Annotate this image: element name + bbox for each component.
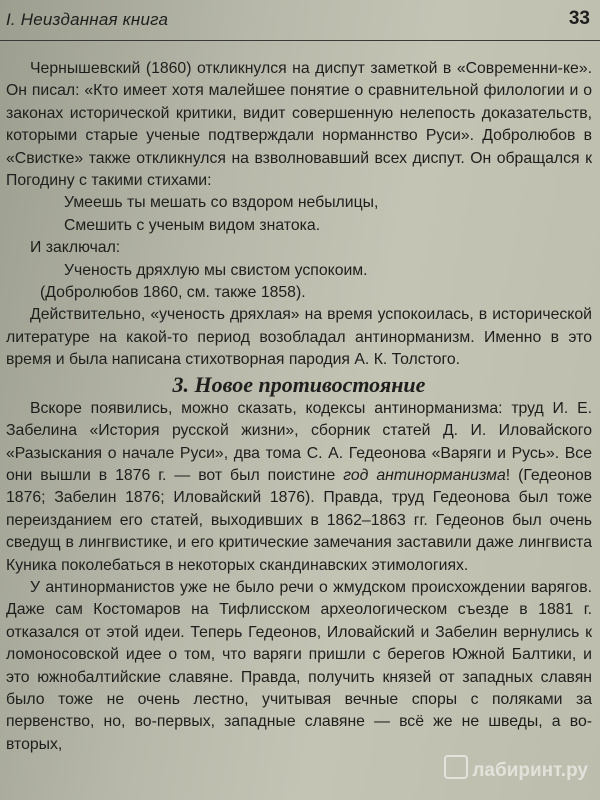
paragraph: Действительно, «ученость дряхлая» на время успокоилась, в исторической литературе на какой-то период возобладал антинорманизм. Именно в это время и была написана стихотворная пародия А. К. Толстого. bbox=[6, 306, 592, 369]
emphasis-text: год антинорманизма bbox=[343, 466, 506, 484]
watermark bbox=[444, 755, 588, 782]
paragraph-text: ! (Гедеонов 1876; Забелин 1876; Иловайский 1876). Правда, труд Гедеонова был тоже переизданием его статей, выходивших в 1862–1863 гг. Гедеонов был очень сведущ в лингвистике, и его критические замечания заставили даже лингвиста Куника поколебаться в некоторых скандинавских этимологиях. bbox=[6, 466, 593, 574]
paragraph: У антинорманистов уже не было речи о жмудском происхождении варягов. Даже сам Костомаров на Тифлисском археологическом съезде в 1881 г. отказался от этой идеи. Теперь Гедеонов, Иловайский и Забелин вернулись к ломоносовской идее о том, что варяги пришли с берегов Южной Балтики, и это южнобалтийские славяне. Правда, получить князей от западных славян было тоже не очень лестно, учитывая вечные споры с поляками за первенство, но, во-первых, западные славяне — всё же не шведы, а во-вторых, bbox=[6, 578, 592, 753]
page-body bbox=[6, 58, 592, 756]
paragraph: Чернышевский (1860) откликнулся на диспут заметкой в «Современни-ке». Он писал: «Кто имеет хотя малейшее понятие о сравнительной филологии и о законах исторической критики, видит совершенную нелепость доказательств, которыми старые ученые подтверждали норманнство Руси». Добролюбов в «Свистке» также откликнулся на взволновавший всех диспут. Он обращался к Погодину с такими стихами: bbox=[6, 60, 592, 190]
watermark-text: лабиринт.ру bbox=[472, 760, 588, 781]
labirint-logo-icon bbox=[444, 755, 468, 779]
paragraph-text: Вскоре появились, можно сказать, кодексы антинорманизма: труд И. Е. Забелина «История русской жизни», сборник статей Д. И. Иловайского «Разыскания о начале Руси», два тома С. А. Гедеонова «Варяги и Русь». Все они вышли в 1876 г. — вот был поистине bbox=[6, 399, 592, 484]
section-heading: 3. Новое противостояние bbox=[172, 371, 426, 397]
citation: (Добролюбов 1860, см. также 1858). bbox=[40, 284, 306, 302]
page-number: 33 bbox=[568, 8, 590, 29]
section-title: I. Неизданная книга bbox=[6, 10, 169, 29]
running-header bbox=[0, 0, 600, 41]
paragraph bbox=[6, 398, 592, 577]
verse-line: Смешить с ученым видом знатока. bbox=[64, 216, 321, 234]
verse-line: Умеешь ты мешать со вздором небылицы, bbox=[64, 194, 379, 212]
paragraph: И заключал: bbox=[30, 239, 121, 257]
verse-line: Ученость дряхлую мы свистом успокоим. bbox=[64, 261, 368, 279]
